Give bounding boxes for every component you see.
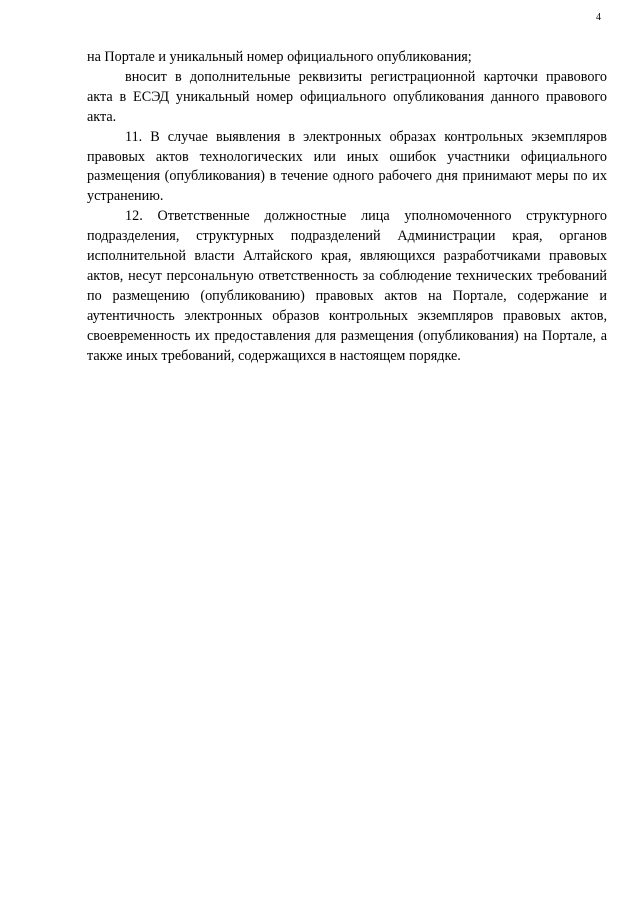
- paragraph-continuation: на Портале и уникальный номер официального опубликования;: [87, 49, 472, 65]
- document-body: [87, 48, 607, 367]
- paragraph-item-12: 12. Ответственные должностные лица уполномоченного структурного подразделения, структурных подразделений Администрации края, органов исполнительной власти Алтайского края, являющихся разработчиками правовых актов, несут персональную ответственность за соблюдение технических требований по размещению (опубликованию) правовых актов на Портале, содержание и аутентичность электронных образов контрольных экземпляров правовых актов, своевременность их предоставления для размещения (опубликования) на Портале, а также иных требований, содержащихся в настоящем порядке.: [87, 208, 607, 364]
- page-number: 4: [596, 12, 601, 23]
- paragraph-registration-card: вносит в дополнительные реквизиты регистрационной карточки правового акта в ЕСЭД уникальный номер официального опубликования данного правового акта.: [87, 68, 607, 125]
- paragraph-item-11: 11. В случае выявления в электронных образах контрольных экземпляров правовых актов технологических или иных ошибок участники официального размещения (опубликования) в течение одного рабочего дня принимают меры по их устранению.: [87, 128, 607, 205]
